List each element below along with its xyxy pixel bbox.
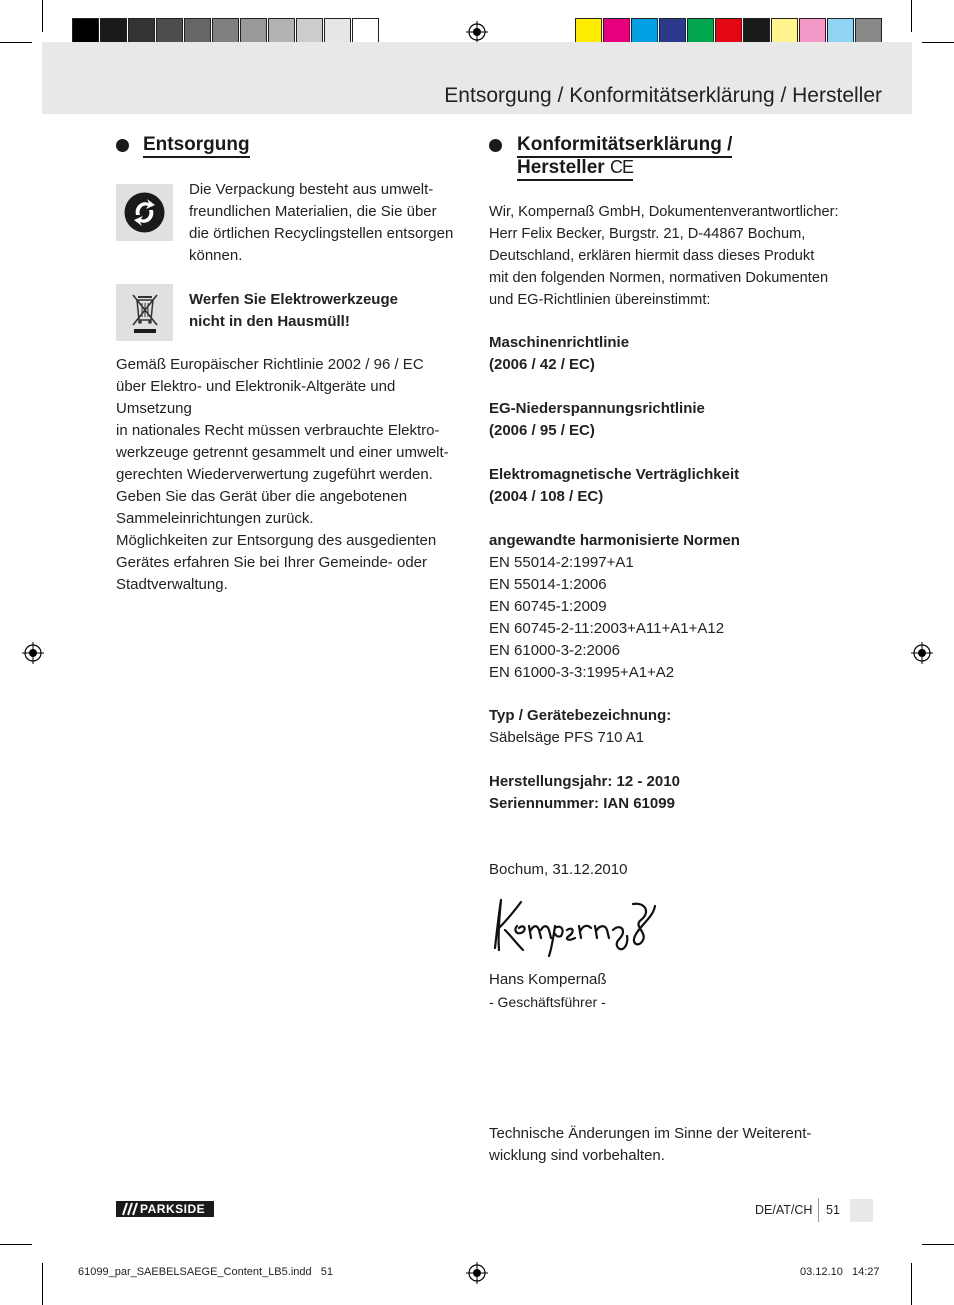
signer-role: - Geschäftsführer - — [489, 994, 606, 1010]
section-bullet — [489, 139, 502, 152]
section-title-konformitaet — [517, 134, 732, 179]
serial-number: Seriennummer: IAN 61099 — [489, 795, 675, 812]
footer-separator — [818, 1198, 819, 1222]
page-number-box — [850, 1199, 873, 1222]
parkside-logo — [116, 1201, 214, 1217]
type-label: Typ / Gerätebezeichnung: — [489, 707, 672, 724]
type-value: Säbelsäge PFS 710 A1 — [489, 729, 645, 746]
section-title-text: Entsorgung — [143, 134, 250, 158]
technical-changes-note: Technische Änderungen im Sinne der Weiterent- wicklung sind vorbehalten. — [489, 1125, 812, 1164]
section-title-line1: Konformitätserklärung / — [517, 134, 732, 158]
declaration-intro: Wir, Kompernaß GmbH, Dokumentenverantwortlicher: Herr Felix Becker, Burgstr. 21, D-44867 Bochum, Deutschland, erklären hiermit dass dieses Produkt mit den folgenden Normen, normativen Dokumenten und EG-Richtlinien übereinstimmt: — [489, 204, 839, 308]
ce-mark-icon: CE — [609, 157, 633, 177]
weee-bin-icon — [116, 284, 173, 341]
slug-timestamp: 03.12.10 14:27 — [800, 1266, 880, 1278]
page-number: 51 — [826, 1203, 840, 1217]
brand-name: PARKSIDE — [140, 1202, 206, 1216]
signature-image — [487, 890, 662, 960]
section-bullet — [116, 139, 129, 152]
directive-machinery: Maschinenrichtlinie (2006 / 42 / EC) — [489, 334, 630, 373]
norms-title: angewandte harmonisierte Normen — [489, 532, 740, 549]
disposal-info-paragraph: Möglichkeiten zur Entsorgung des ausgedienten Gerätes erfahren Sie bei Ihrer Gemeinde- oder Stadtverwaltung. — [116, 532, 437, 593]
production-year: Herstellungsjahr: 12 - 2010 — [489, 773, 680, 790]
place-date: Bochum, 31.12.2010 — [489, 861, 628, 878]
recycling-icon — [116, 184, 173, 241]
registration-mark-icon — [466, 1262, 488, 1284]
registration-mark-icon — [911, 642, 933, 664]
language-codes: DE/AT/CH — [755, 1203, 813, 1217]
registration-mark-icon — [22, 642, 44, 664]
signer-name: Hans Kompernaß — [489, 971, 607, 988]
section-title-entsorgung — [143, 134, 250, 156]
section-title-line2 — [517, 157, 633, 181]
weee-warning-text: Werfen Sie Elektrowerkzeuge nicht in den Hausmüll! — [189, 291, 398, 330]
registration-mark-icon — [466, 21, 488, 43]
slug-filename: 61099_par_SAEBELSAEGE_Content_LB5.indd 51 — [78, 1266, 334, 1278]
recycling-text: Die Verpackung besteht aus umwelt- freundlichen Materialien, die Sie über die örtlichen Recyclingstellen entsorgen können. — [189, 181, 454, 264]
weee-directive-paragraph: Gemäß Europäischer Richtlinie 2002 / 96 / EC über Elektro- und Elektronik-Altgeräte und Umsetzung in nationales Recht müssen verbrauchte Elektro- werkzeuge getrennt gesammelt und einer umwelt- gerechten Wiederverwertung zugeführt werden. Geben Sie das Gerät über die angebotenen Sammeleinrichtungen zurück. — [116, 356, 449, 527]
section-title-hersteller: Hersteller — [517, 157, 605, 178]
page-header-title: Entsorgung / Konformitätserklärung / Hersteller — [444, 84, 882, 107]
directive-low-voltage: EG-Niederspannungsrichtlinie (2006 / 95 / EC) — [489, 400, 705, 439]
logo-stripes-icon — [119, 1201, 139, 1217]
norms-list: EN 55014-2:1997+A1 EN 55014-1:2006 EN 60745-1:2009 EN 60745-2-11:2003+A11+A1+A12 EN 61000-3-2:2006 EN 61000-3-3:1995+A1+A2 — [489, 554, 725, 681]
directive-emc: Elektromagnetische Verträglichkeit (2004 / 108 / EC) — [489, 466, 740, 505]
